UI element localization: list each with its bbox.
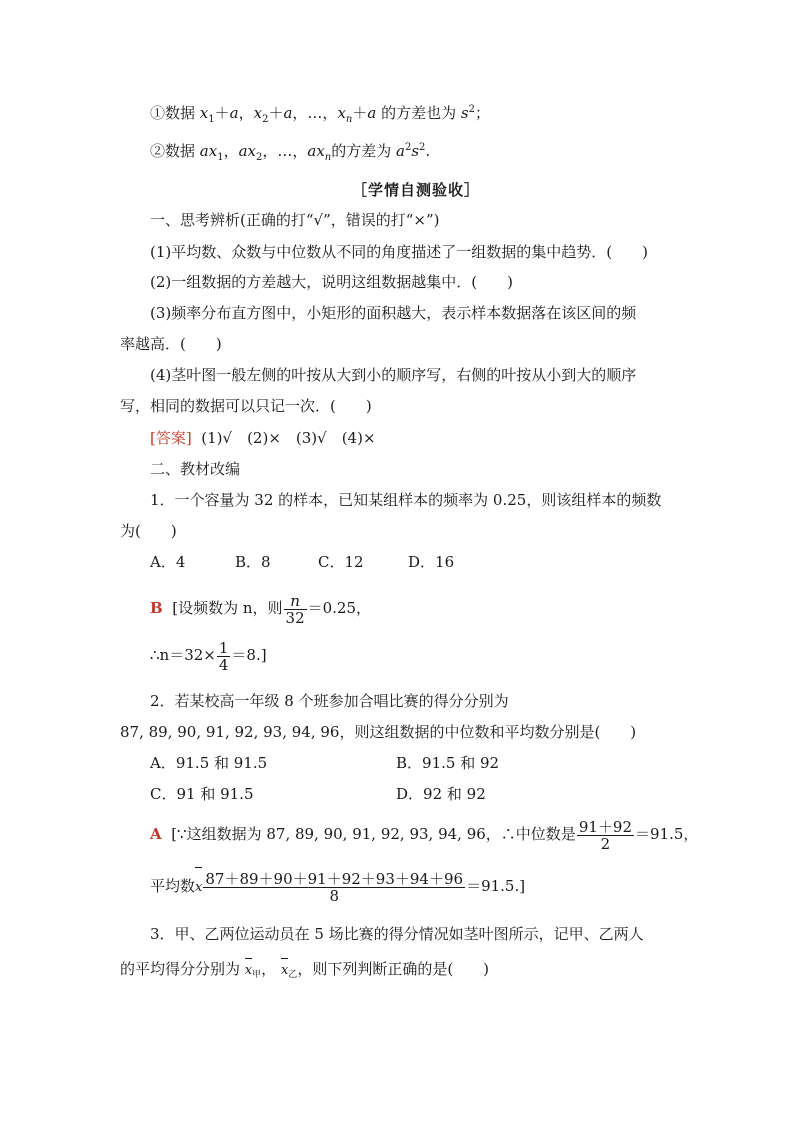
x-bar-symbol: x bbox=[195, 870, 202, 906]
problem-2-option-a: A．91.5 和 91.5 bbox=[150, 754, 268, 772]
fraction-median: $\frac{91+92}{2}$ bbox=[578, 817, 632, 853]
problem-1-option-c: C．12 bbox=[318, 553, 364, 571]
question-3-line-2: 率越高．( ) bbox=[120, 335, 222, 353]
variance-item-1: ①数据 $x_1+a$，$x_2+a$，…，$x_n+a$ 的方差也为 $s^2$； bbox=[150, 104, 490, 125]
problem-1-solution-line-1: B [设频数为 n，则 $\frac{n}{32}$ ＝0.25， bbox=[150, 591, 372, 627]
question-4-line-2: 写，相同的数据可以只记一次．( ) bbox=[120, 397, 372, 415]
answer-line bbox=[150, 428, 376, 448]
question-1: (1)平均数、众数与中位数从不同的角度描述了一组数据的集中趋势．( ) bbox=[150, 243, 648, 261]
problem-1-solution-line-2: ∴n＝32× $\frac{1}{4}$ ＝8.] bbox=[150, 638, 267, 674]
part2-heading: 二、教材改编 bbox=[150, 460, 241, 478]
fraction-mean: $\frac{87+89+90+91+92+93+94+96}{8}$ bbox=[205, 869, 464, 905]
problem-2-solution-line-2: 平均数x $\frac{87+89+90+91+92+93+94+96}{8}$ ＝91.5.] bbox=[150, 869, 526, 905]
problem-1-option-a: A．4 bbox=[150, 553, 186, 571]
question-4-line-1: (4)茎叶图一般左侧的叶按从大到小的顺序写，右侧的叶按从小到大的顺序 bbox=[150, 366, 637, 384]
problem-2-option-d: D．92 和 92 bbox=[396, 785, 486, 803]
problem-2-option-c: C．91 和 91.5 bbox=[150, 785, 254, 803]
x-bar-yi: x bbox=[281, 961, 288, 981]
question-2: (2)一组数据的方差越大，说明这组数据越集中．( ) bbox=[150, 273, 513, 291]
variance-item-2: ②数据 $ax_1$，$ax_2$，…，$ax_n$的方差为 $a^2s^2$. bbox=[150, 142, 431, 163]
problem-2-option-b: B．91.5 和 92 bbox=[396, 754, 500, 772]
problem-2-stem-line-1: 2．若某校高一年级 8 个班参加合唱比赛的得分分别为 bbox=[150, 692, 509, 710]
problem-1-answer-letter: B bbox=[150, 599, 163, 617]
problem-3-stem-line-1: 3．甲、乙两位运动员在 5 场比赛的得分情况如茎叶图所示，记甲、乙两人 bbox=[150, 925, 644, 943]
problem-1-stem-line-2: 为( ) bbox=[120, 522, 177, 540]
part1-heading: 一、思考辨析(正确的打“√”，错误的打“×”) bbox=[150, 211, 440, 229]
fraction-n-over-32: $\frac{n}{32}$ bbox=[285, 591, 305, 627]
answer-text: (1)√ (2)× (3)√ (4)× bbox=[201, 429, 376, 447]
problem-1-stem-line-1: 1．一个容量为 32 的样本，已知某组样本的频率为 0.25，则该组样本的频数 bbox=[150, 491, 662, 509]
question-3-line-1: (3)频率分布直方图中，小矩形的面积越大，表示样本数据落在该区间的频 bbox=[150, 304, 637, 322]
problem-2-stem-line-2: 87, 89, 90, 91, 92, 93, 94, 96，则这组数据的中位数和平均数分别是( ) bbox=[120, 723, 637, 741]
problem-3-stem-line-2: 的平均得分分别为 $x_甲$， $x_乙$，则下列判断正确的是( ) bbox=[120, 960, 490, 980]
fraction-1-over-4: $\frac{1}{4}$ bbox=[218, 638, 229, 674]
section-title: ［学情自测验收］ bbox=[352, 181, 481, 199]
answer-tag: [答案] bbox=[150, 429, 192, 447]
problem-1-option-d: D．16 bbox=[408, 553, 455, 571]
problem-1-option-b: B．8 bbox=[235, 553, 271, 571]
problem-2-answer-letter: A bbox=[150, 825, 162, 843]
x-bar-jia: x bbox=[245, 961, 252, 981]
problem-2-solution-line-1: A [∵这组数据为 87, 89, 90, 91, 92, 93, 94, 96，∴中位数是 $\frac{91+92}{2}$ ＝91.5， bbox=[150, 817, 699, 853]
